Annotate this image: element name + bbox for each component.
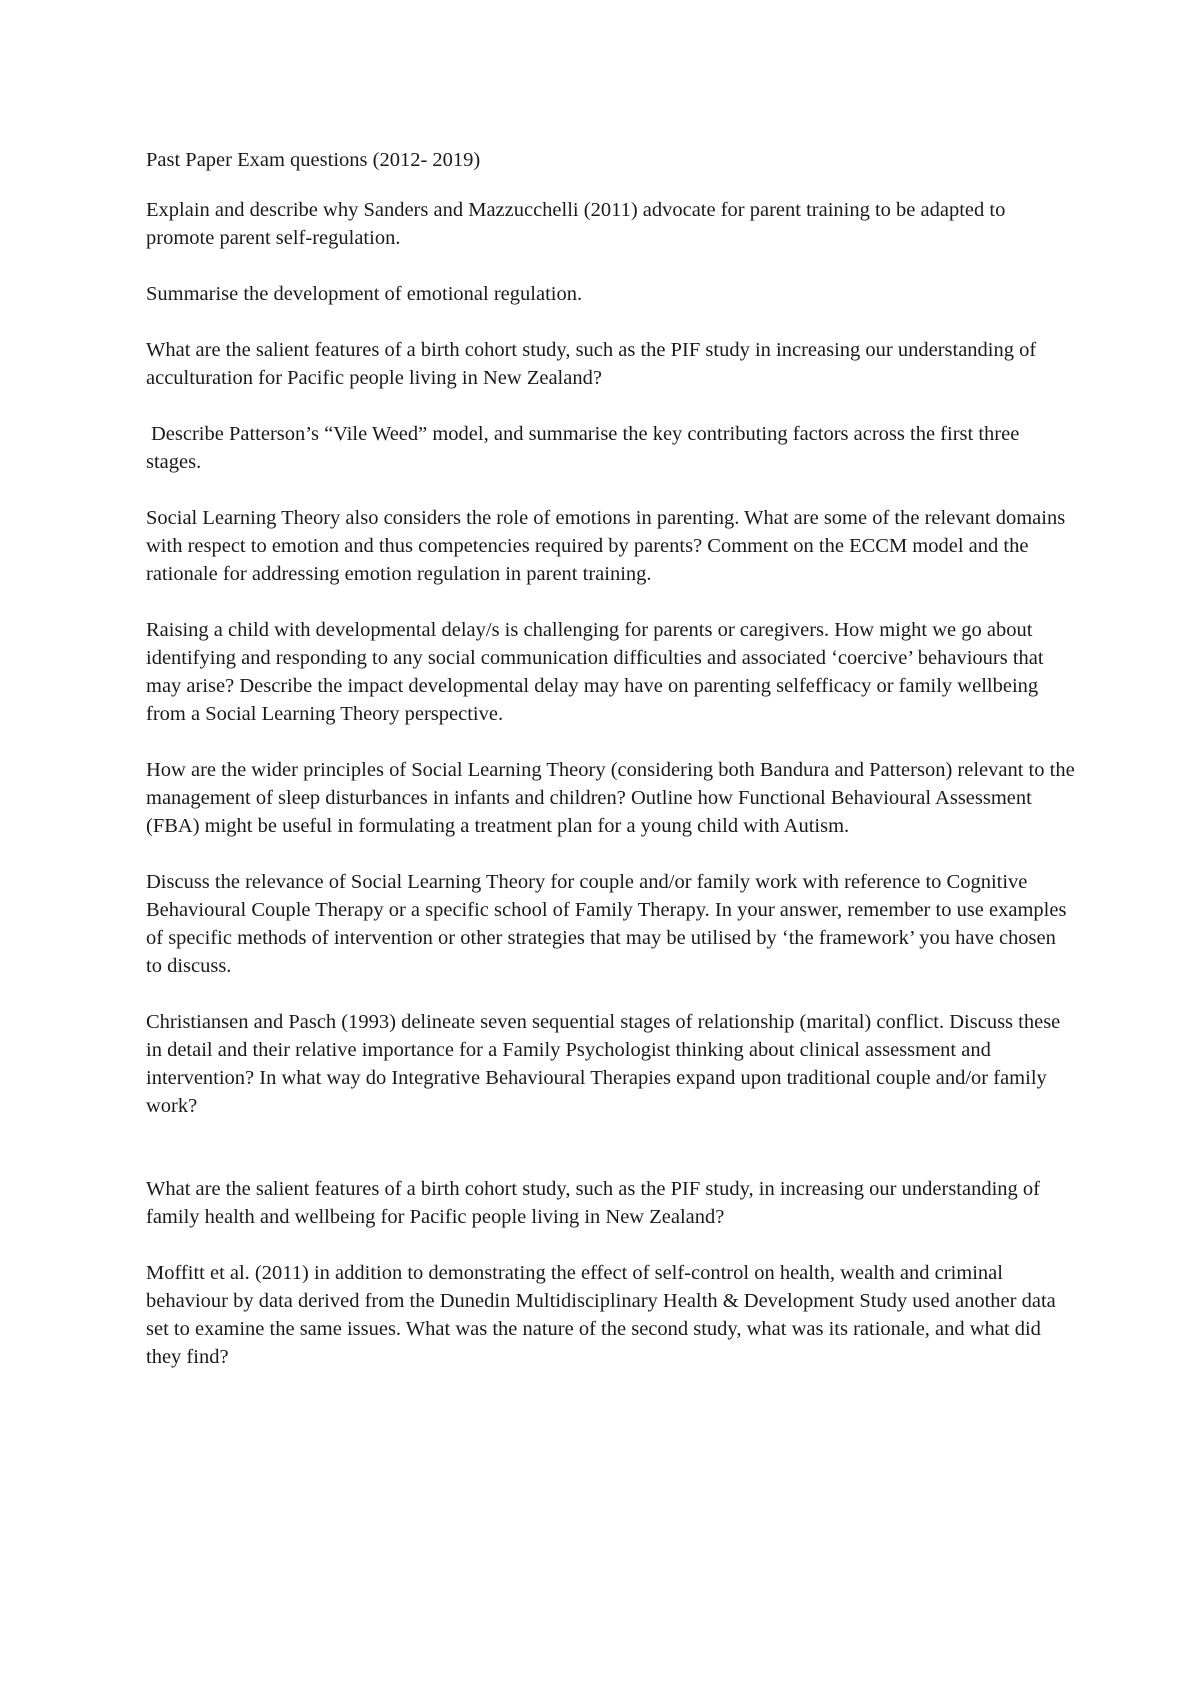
question-11: Moffitt et al. (2011) in addition to demonstrating the effect of self-control on health, wealth and criminal behaviour by data derived from the Dunedin Multidisciplinary Health & Development Study used another data set to examine the same issues. What was the nature of the second study, what was its rationale, and what did they find? [146,1262,1056,1368]
question-4: Describe Patterson’s “Vile Weed” model, and summarise the key contributing factors across the first three stages. [146,423,1020,473]
question-6: Raising a child with developmental delay/s is challenging for parents or caregivers. How might we go about identifying and responding to any social communication difficulties and associated ‘coercive’ behaviours that may arise? Describe the impact developmental delay may have on parenting selfefficacy or family wellbeing from a Social Learning Theory perspective. [146,619,1044,725]
question-10: What are the salient features of a birth cohort study, such as the PIF study, in increasing our understanding of family health and wellbeing for Pacific people living in New Zealand? [146,1178,1040,1228]
question-8: Discuss the relevance of Social Learning Theory for couple and/or family work with reference to Cognitive Behavioural Couple Therapy or a specific school of Family Therapy. In your answer, remember to use examples of specific methods of intervention or other strategies that may be utilised by ‘the framework’ you have chosen to discuss. [146,871,1067,977]
question-7: How are the wider principles of Social Learning Theory (considering both Bandura and Patterson) relevant to the management of sleep disturbances in infants and children? Outline how Functional Behavioural Assessment (FBA) might be useful in formulating a treatment plan for a young child with Autism. [146,759,1075,837]
question-1: Explain and describe why Sanders and Mazzucchelli (2011) advocate for parent training to be adapted to promote parent self-regulation. [146,199,1006,249]
question-5: Social Learning Theory also considers the role of emotions in parenting. What are some of the relevant domains with respect to emotion and thus competencies required by parents? Comment on the ECCM model and the rationale for addressing emotion regulation in parent training. [146,507,1066,585]
question-9: Christiansen and Pasch (1993) delineate seven sequential stages of relationship (marital) conflict. Discuss these in detail and their relative importance for a Family Psychologist thinking about clinical assessment and intervention? In what way do Integrative Behavioural Therapies expand upon traditional couple and/or family work? [146,1011,1061,1117]
question-3: What are the salient features of a birth cohort study, such as the PIF study in increasing our understanding of acculturation for Pacific people living in New Zealand? [146,339,1037,389]
document-body [146,146,1076,1399]
document-title: Past Paper Exam questions (2012- 2019) [146,149,481,171]
question-2: Summarise the development of emotional regulation. [146,283,583,305]
